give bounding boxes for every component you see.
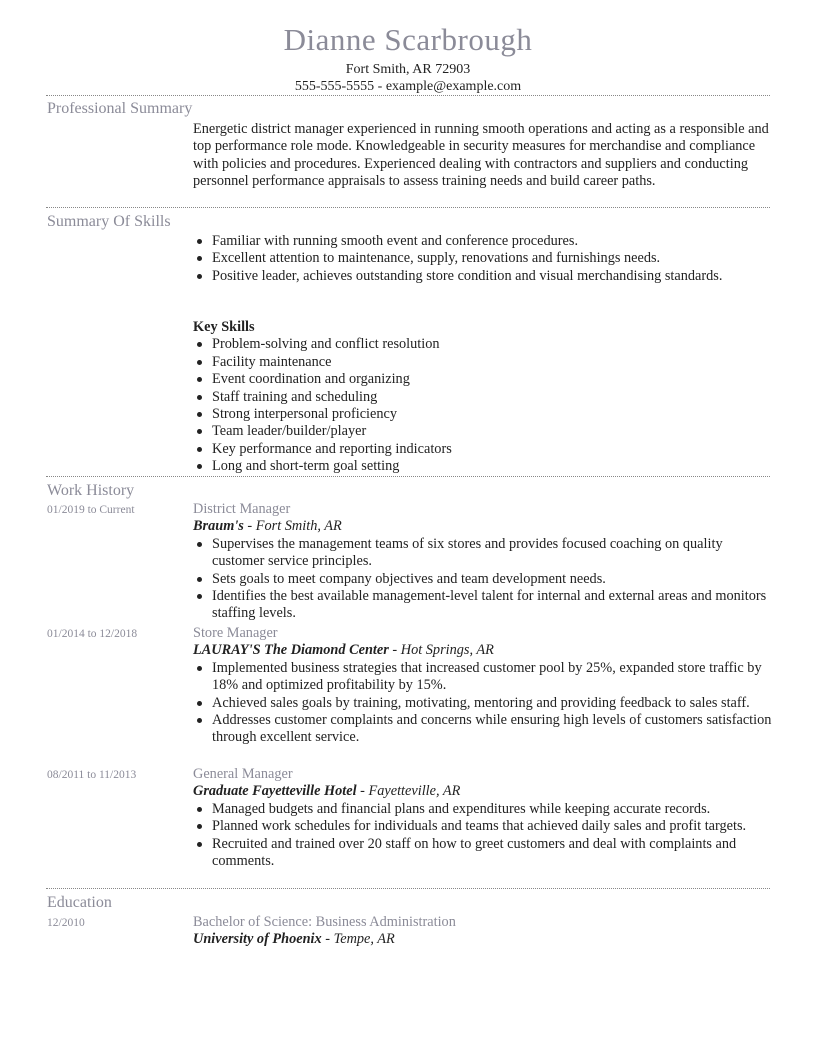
company-location: Fayetteville, AR <box>368 783 461 800</box>
job-bullets <box>193 536 773 623</box>
work-heading: Work History <box>47 482 135 499</box>
job-dates: 08/2011 to 11/2013 <box>47 769 137 781</box>
location-line: Fort Smith, AR 72903 <box>345 62 471 77</box>
section-divider <box>46 207 770 208</box>
job-company-line: Braum's - Fort Smith, AR <box>193 518 342 535</box>
list-item: Staff training and scheduling <box>193 389 773 406</box>
list-item: Problem-solving and conflict resolution <box>193 336 773 353</box>
job-entry <box>193 625 773 747</box>
job-title: Store Manager <box>193 625 278 641</box>
summary-heading: Professional Summary <box>47 100 193 117</box>
job-entry <box>193 501 773 623</box>
list-item: Recruited and trained over 20 staff on how to greet customers and deal with complaints and comments. <box>193 836 773 871</box>
degree: Bachelor of Science: Business Administration <box>193 914 456 930</box>
skills-list <box>193 233 773 285</box>
summary-text: Energetic district manager experienced in running smooth operations and acting as a responsible and top performance role mode. Knowledgeable in security measures for merchandise and compliance with policies and procedures. Experienced dealing with contractors and suppliers and conducting personnel performance appraisals to assess training needs and build career paths. <box>193 121 769 190</box>
list-item: Supervises the management teams of six stores and provides focused coaching on quality customer service principles. <box>193 536 773 571</box>
skills-heading: Summary Of Skills <box>47 213 171 230</box>
list-item: Identifies the best available management-level talent for internal and external areas and monitors staffing levels. <box>193 588 773 623</box>
job-company-line: LAURAY'S The Diamond Center - Hot Springs, AR <box>193 642 494 659</box>
list-item: Positive leader, achieves outstanding store condition and visual merchandising standards. <box>193 268 773 285</box>
key-skills-list <box>193 336 773 475</box>
company-name: LAURAY'S The Diamond Center <box>193 642 389 659</box>
contact-line: 555-555-5555 - example@example.com <box>294 79 522 94</box>
key-skills-block <box>193 319 773 476</box>
list-item: Implemented business strategies that increased customer pool by 25%, expanded store traffic by 18% and optimized profitability by 15%. <box>193 660 773 695</box>
job-dates: 01/2019 to Current <box>47 504 135 516</box>
job-bullets <box>193 801 773 871</box>
school-name: University of Phoenix <box>193 931 322 948</box>
section-divider <box>46 476 770 477</box>
job-dates: 01/2014 to 12/2018 <box>47 628 138 640</box>
school-location: Tempe, AR <box>333 931 395 948</box>
list-item: Managed budgets and financial plans and expenditures while keeping accurate records. <box>193 801 773 818</box>
section-divider <box>46 888 770 889</box>
key-skills-heading: Key Skills <box>193 319 255 335</box>
summary-block <box>193 121 773 191</box>
education-date: 12/2010 <box>47 917 85 929</box>
list-item: Sets goals to meet company objectives and team development needs. <box>193 571 773 588</box>
job-entry <box>193 766 773 870</box>
list-item: Long and short-term goal setting <box>193 458 773 475</box>
job-bullets <box>193 660 773 747</box>
education-heading: Education <box>47 894 112 911</box>
list-item: Event coordination and organizing <box>193 371 773 388</box>
school-line: University of Phoenix - Tempe, AR <box>193 931 395 948</box>
list-item: Excellent attention to maintenance, supply, renovations and furnishings needs. <box>193 250 773 267</box>
company-name: Braum's <box>193 518 244 535</box>
job-title: General Manager <box>193 766 293 782</box>
list-item: Key performance and reporting indicators <box>193 441 773 458</box>
company-location: Hot Springs, AR <box>400 642 494 659</box>
company-name: Graduate Fayetteville Hotel <box>193 783 357 800</box>
list-item: Planned work schedules for individuals and teams that achieved daily sales and profit targets. <box>193 818 773 835</box>
company-location: Fort Smith, AR <box>255 518 342 535</box>
list-item: Achieved sales goals by training, motivating, mentoring and providing feedback to sales staff. <box>193 695 773 712</box>
list-item: Strong interpersonal proficiency <box>193 406 773 423</box>
list-item: Team leader/builder/player <box>193 423 773 440</box>
section-divider <box>46 95 770 96</box>
skills-block <box>193 233 773 285</box>
job-company-line: Graduate Fayetteville Hotel - Fayetteville, AR <box>193 783 461 800</box>
job-title: District Manager <box>193 501 291 517</box>
list-item: Facility maintenance <box>193 354 773 371</box>
education-entry <box>193 914 773 949</box>
list-item: Addresses customer complaints and concerns while ensuring high levels of customers satisfaction through excellent service. <box>193 712 773 747</box>
candidate-name: Dianne Scarbrough <box>283 22 533 57</box>
list-item: Familiar with running smooth event and conference procedures. <box>193 233 773 250</box>
